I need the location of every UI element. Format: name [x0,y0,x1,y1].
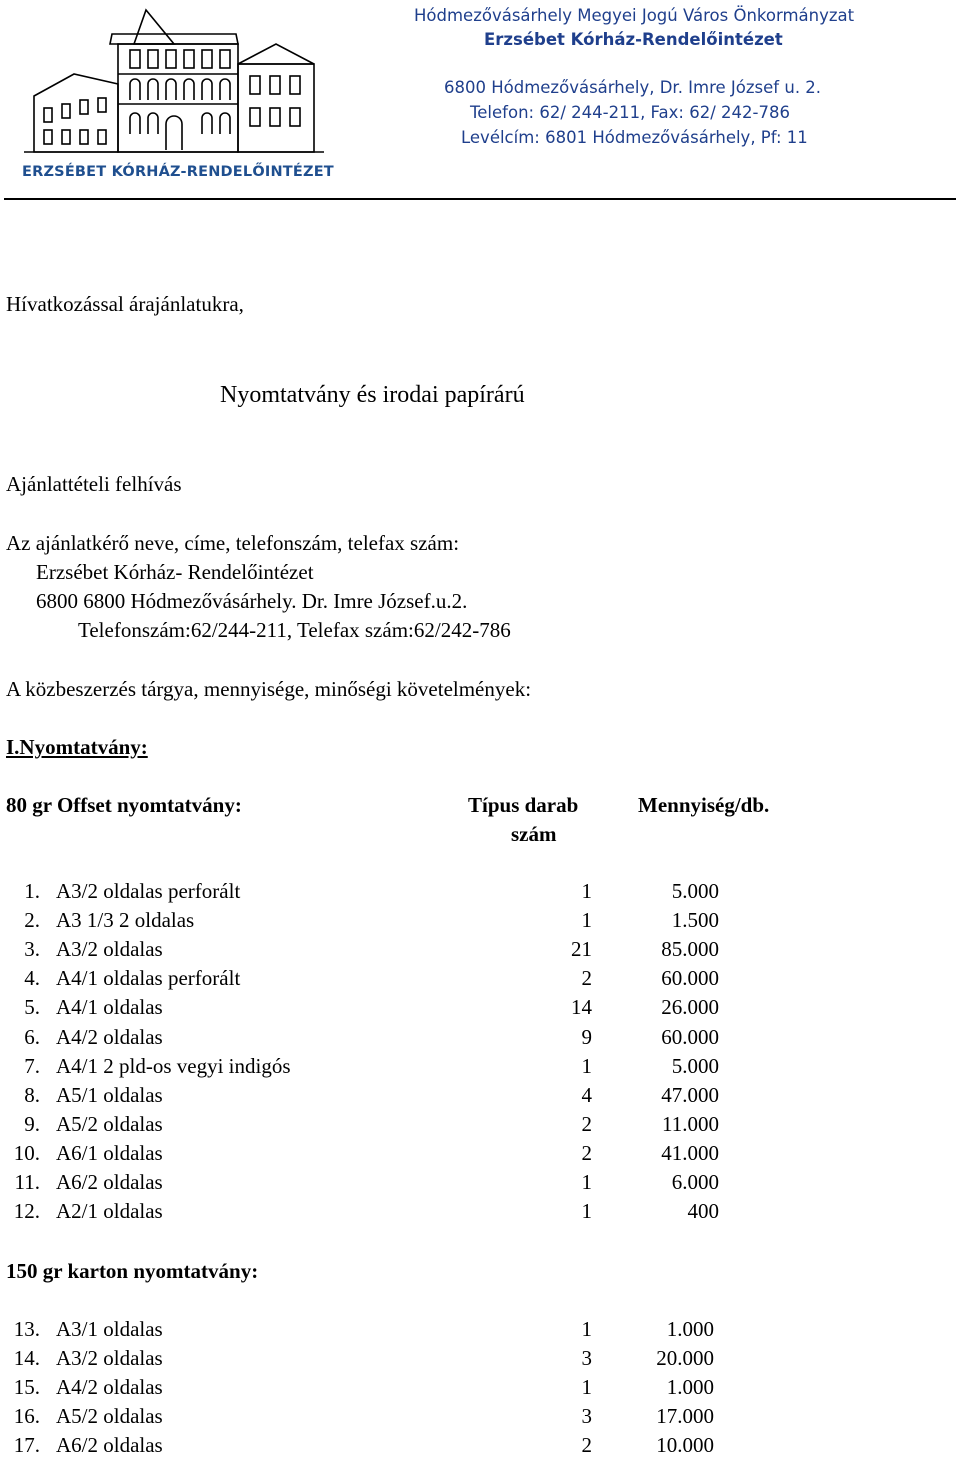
item-type-count: 1 [581,879,592,903]
item-type-count: 1 [581,1199,592,1224]
table-row [0,1435,960,1464]
part-heading: I.Nyomtatvány: [6,735,148,759]
letterhead-institution: Erzsébet Kórház-Rendelőintézet [484,30,783,49]
table-row [0,1053,960,1085]
item-number: 16. [13,1404,40,1429]
item-number: 7. [24,1053,40,1078]
requester-phone: Telefonszám:62/244-211, Telefax szám:62/242-786 [78,618,511,642]
item-type-count: 4 [581,1082,592,1107]
item-quantity: 60.000 [661,966,719,991]
item-type-count: 1 [581,1317,592,1341]
item-description: A4/1 oldalas perforált [56,966,241,991]
item-description: A6/2 oldalas [56,1170,163,1194]
item-description: A4/2 oldalas [56,1375,163,1400]
item-number: 13. [13,1317,40,1341]
item-description: A6/2 oldalas [56,1433,163,1458]
item-quantity: 10.000 [656,1433,714,1458]
table-header-product: 80 gr Offset nyomtatvány: [6,793,242,817]
item-quantity: 20.000 [656,1346,714,1371]
item-quantity: 5.000 [671,879,719,903]
item-quantity: 17.000 [656,1404,714,1429]
item-quantity: 41.000 [661,1140,719,1165]
table-row [0,997,960,1026]
item-description: A4/1 oldalas [56,995,163,1020]
item-number: 1. [24,879,40,903]
item-quantity: 1.000 [666,1375,714,1400]
item-type-count: 2 [581,1140,592,1165]
item-type-count: 1 [581,1170,592,1194]
item-description: A2/1 oldalas [56,1199,163,1224]
letterhead-municipality: Hódmezővásárhely Megyei Jogú Város Önkormányzat [414,6,855,25]
item-description: A5/2 oldalas [56,1404,163,1429]
item-quantity: 5.000 [671,1053,719,1078]
table-row [0,1082,960,1114]
item-description: A3/2 oldalas [56,1346,163,1371]
item-number: 12. [13,1199,40,1224]
table-header-type-count: Típus darab [468,793,579,817]
item-number: 14. [13,1346,40,1371]
table-row [0,1406,960,1435]
item-type-count: 21 [571,937,592,962]
item-quantity: 1.500 [671,908,719,933]
item-number: 4. [24,966,40,991]
item-description: A5/2 oldalas [56,1111,163,1136]
section2-heading: 150 gr karton nyomtatvány: [6,1259,259,1283]
item-type-count: 1 [581,908,592,933]
item-number: 2. [24,908,40,933]
table-row [0,1377,960,1406]
table-row [0,1140,960,1172]
table-row [0,910,960,939]
item-quantity: 1.000 [666,1317,714,1341]
item-number: 9. [24,1111,40,1136]
item-number: 5. [24,995,40,1020]
table-row [0,1201,960,1230]
item-type-count: 2 [581,1433,592,1458]
section-heading: Ajánlattételi felhívás [6,472,182,496]
table-row [0,1024,960,1056]
letterhead-divider [4,198,956,200]
item-type-count: 3 [581,1346,592,1371]
table-row [0,939,960,968]
item-type-count: 1 [581,1375,592,1400]
table-row [0,881,960,910]
item-type-count: 3 [581,1404,592,1429]
table-row [0,1172,960,1201]
item-quantity: 47.000 [661,1082,719,1107]
item-description: A5/1 oldalas [56,1082,163,1107]
item-description: A3/2 oldalas [56,937,163,962]
item-number: 8. [24,1082,40,1107]
table-row [0,1111,960,1143]
item-number: 6. [24,1024,40,1049]
item-number: 3. [24,937,40,962]
logo-caption: ERZSÉBET KÓRHÁZ-RENDELŐINTÉZET [22,164,334,180]
page-title: Nyomtatvány és irodai papírárú [220,382,525,408]
item-quantity: 400 [687,1199,719,1224]
item-type-count: 9 [581,1024,592,1049]
table-header-type-count-line2: szám [511,822,557,846]
item-description: A3/1 oldalas [56,1317,163,1341]
item-description: A6/1 oldalas [56,1140,163,1165]
item-quantity: 60.000 [661,1024,719,1049]
table-row [0,968,960,997]
item-description: A3/2 oldalas perforált [56,879,241,903]
item-description: A4/1 2 pld-os vegyi indigós [56,1053,291,1078]
item-description: A4/2 oldalas [56,1024,163,1049]
requester-address: 6800 6800 Hódmezővásárhely. Dr. Imre József.u.2. [36,589,468,613]
item-number: 17. [13,1433,40,1458]
item-type-count: 2 [581,966,592,991]
table-header-quantity: Mennyiség/db. [638,793,770,817]
requester-label: Az ajánlatkérő neve, címe, telefonszám, telefax szám: [6,531,460,555]
item-quantity: 85.000 [661,937,719,962]
item-type-count: 1 [581,1053,592,1078]
item-number: 15. [13,1375,40,1400]
letterhead-address: 6800 Hódmezővásárhely, Dr. Imre József u. 2. [444,78,822,97]
requester-name: Erzsébet Kórház- Rendelőintézet [36,560,314,584]
item-quantity: 11.000 [662,1111,719,1136]
hospital-building-logo [14,4,344,190]
intro-text: Hívatkozással árajánlatukra, [6,292,244,316]
item-type-count: 14 [571,995,592,1020]
letterhead-mailing-address: Levélcím: 6801 Hódmezővásárhely, Pf: 11 [461,128,808,147]
item-quantity: 26.000 [661,995,719,1020]
item-number: 10. [13,1140,40,1165]
letterhead-phone: Telefon: 62/ 244-211, Fax: 62/ 242-786 [470,103,790,122]
subject-heading: A közbeszerzés tárgya, mennyisége, minőségi követelmények: [6,677,532,701]
table-row [0,1348,960,1377]
table-row [0,1319,960,1348]
item-type-count: 2 [581,1111,592,1136]
item-description: A3 1/3 2 oldalas [56,908,195,933]
item-quantity: 6.000 [671,1170,719,1194]
item-number: 11. [14,1170,40,1194]
